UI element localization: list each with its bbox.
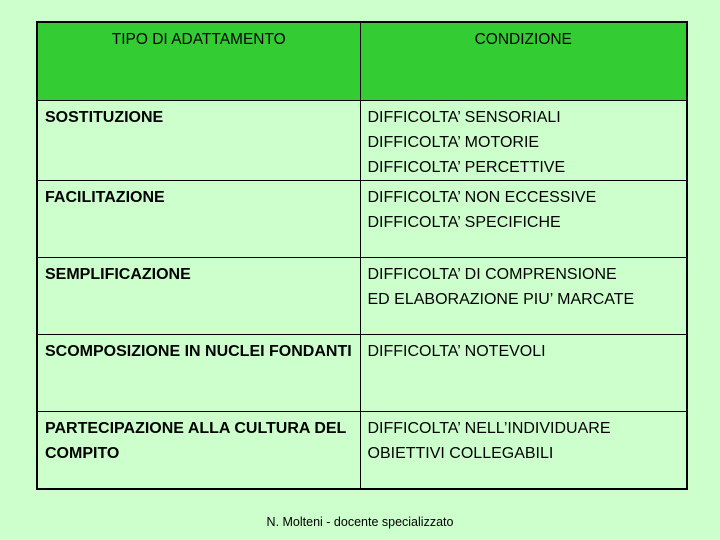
condition-line: DIFFICOLTA’ SENSORIALI xyxy=(367,108,561,126)
footer-credit: N. Molteni - docente specializzato xyxy=(266,515,454,529)
row-conditions xyxy=(360,100,687,180)
header-tipo: TIPO DI ADATTAMENTO xyxy=(37,22,360,100)
table-row xyxy=(37,334,687,411)
row-conditions xyxy=(360,257,687,334)
row-type: SEMPLIFICAZIONE xyxy=(37,257,360,334)
condition-line: OBIETTIVI COLLEGABILI xyxy=(367,444,554,462)
row-type: PARTECIPAZIONE ALLA CULTURA DEL COMPITO xyxy=(37,411,360,489)
row-type: SOSTITUZIONE xyxy=(37,100,360,180)
condition-line: DIFFICOLTA’ PERCETTIVE xyxy=(367,158,566,176)
condition-line: DIFFICOLTA’ DI COMPRENSIONE xyxy=(367,265,617,283)
condition-line: DIFFICOLTA’ MOTORIE xyxy=(367,133,540,151)
header-condizione: CONDIZIONE xyxy=(360,22,687,100)
condition-line: ED ELABORAZIONE PIU’ MARCATE xyxy=(367,290,635,308)
table-row xyxy=(37,257,687,334)
row-type: FACILITAZIONE xyxy=(37,180,360,257)
condition-line: DIFFICOLTA’ NOTEVOLI xyxy=(367,342,546,360)
adaptation-table xyxy=(36,21,688,490)
row-type: SCOMPOSIZIONE IN NUCLEI FONDANTI xyxy=(37,334,360,411)
row-conditions xyxy=(360,180,687,257)
condition-line: DIFFICOLTA’ NELL’INDIVIDUARE xyxy=(367,419,611,437)
table-row xyxy=(37,100,687,180)
row-conditions xyxy=(360,411,687,489)
table-row xyxy=(37,411,687,489)
table-row xyxy=(37,180,687,257)
table-header-row xyxy=(37,22,687,100)
condition-line: DIFFICOLTA’ SPECIFICHE xyxy=(367,213,561,231)
condition-line: DIFFICOLTA’ NON ECCESSIVE xyxy=(367,188,597,206)
row-conditions xyxy=(360,334,687,411)
